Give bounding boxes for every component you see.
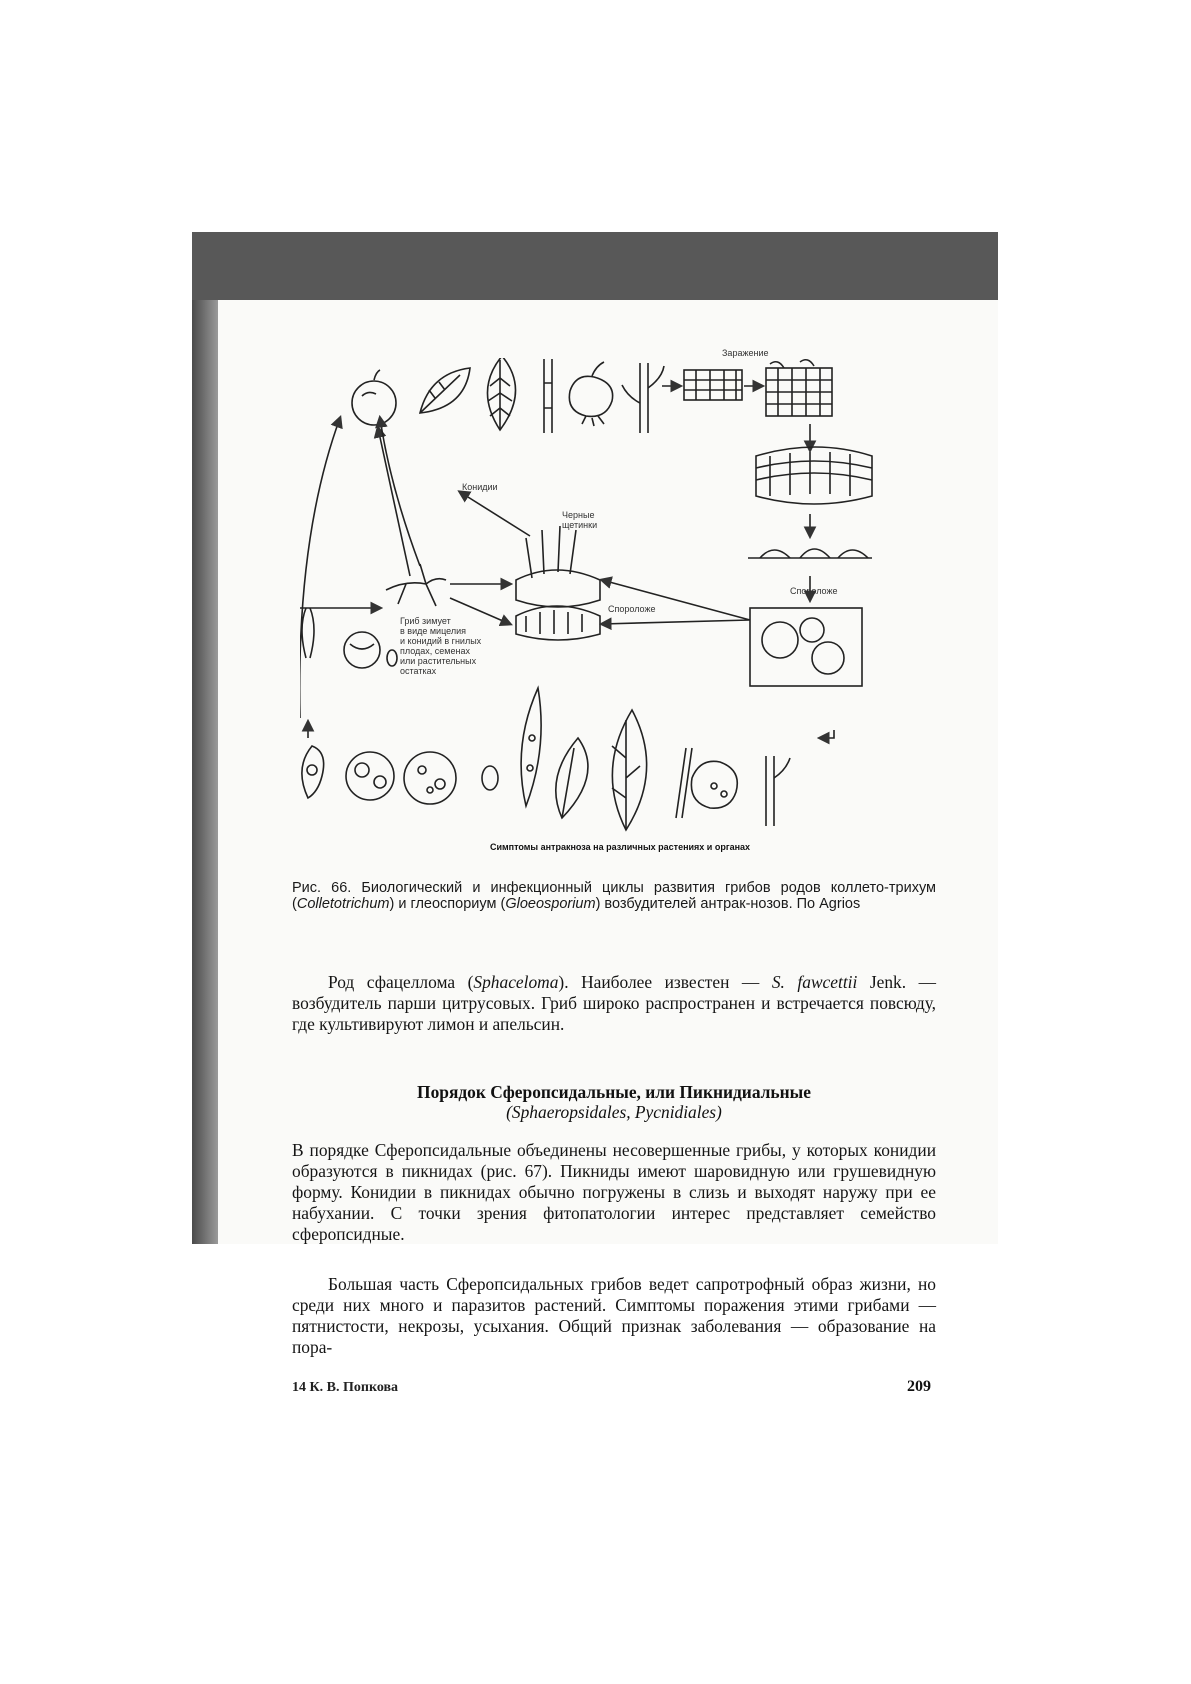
sporulation-label-left: Спороложе [608,604,656,614]
scan-binding-edge [192,300,218,1244]
heading-latin: (Sphaeropsidales, Pycnidiales) [506,1102,722,1122]
heading-title: Порядок Сферопсидальные, или Пикнидиальные [417,1082,811,1102]
acervulus-icon [748,549,872,558]
figure-66 [300,348,940,853]
page-number: 209 [907,1378,931,1395]
bean-seed-icon [387,650,397,666]
leaf-icon [420,368,470,413]
apple-symptom-icon [346,752,394,800]
infection-label: Заражение [722,348,769,358]
infected-tissue-icon [766,360,832,416]
bean-pod-symptom-icon [302,746,324,798]
section-heading [292,1082,936,1122]
figure-caption: Рис. 66. Биологический и инфекционный циклы развития грибов родов коллето-трихум (Colletotrichum) и глеоспориум (Gloeosporium) возбудителей антрак-нозов. По Agrios [292,880,936,912]
stalk-symptom-icon [766,756,790,826]
stem-symptom-icon [676,748,692,818]
onion-symptom-icon [691,761,737,808]
overwinter-label: Гриб зимует в виде мицелия и конидий в гнилых плодах, семенах или растительных остатках [400,616,482,676]
mycelium-icon [386,564,446,606]
bulb-icon [569,362,612,426]
pod-symptom-icon [521,688,541,806]
signature-mark: 14 К. В. Попкова [292,1380,399,1395]
rotten-fruit-icon [344,632,380,668]
conidia-label: Конидии [462,482,498,492]
black-setae-label: Черные щетинки [562,510,598,530]
black-setae-acervulus-icon [516,526,600,640]
sprout-icon [622,363,664,433]
spore-slide-icon [750,608,862,686]
bean-symptom-icon [482,766,498,790]
sporulation-label-right: Спороложе [790,586,838,596]
apple-icon [352,370,396,425]
seed-icon [302,608,314,658]
tomato-symptom-icon [404,752,456,804]
long-leaf-icon [487,358,515,430]
paragraph-pycnidia: В порядке Сферопсидальные объединены несовершенные грибы, у которых конидии образуются в пикнидах (рис. 67). Пикниды имеют шаровидную или грушевидную форму. Конидии в пикнидах обычно погружены в слизь и выходят наружу при ее набухании. С точки зрения фитопатологии интерес представляет семейство сферопсидные. [292,1140,936,1244]
cell-layer-icon [684,370,742,400]
tissue-cross-section-icon [756,447,872,504]
stem-icon [544,359,552,433]
paragraph-symptoms: Большая часть Сферопсидальных грибов ведет сапротрофный образ жизни, но среди них много и паразитов растений. Симптомы поражения этими грибами — пятнистости, некрозы, усыхания. Общий признак заболевания — образование на пора- [292,1274,936,1357]
paragraph-sphaceloma: Род сфацеллома (Sphaceloma). Наиболее известен — S. fawcettii Jenk. — возбудитель парши цитрусовых. Гриб широко распространен и встречается повсюду, где культивируют лимон и апельсин. [292,972,936,1034]
large-leaf-symptom-icon [612,710,647,830]
leaf-symptom-icon [556,738,588,818]
figure-bottom-caption: Симптомы антракноза на различных растениях и органах [489,842,751,852]
